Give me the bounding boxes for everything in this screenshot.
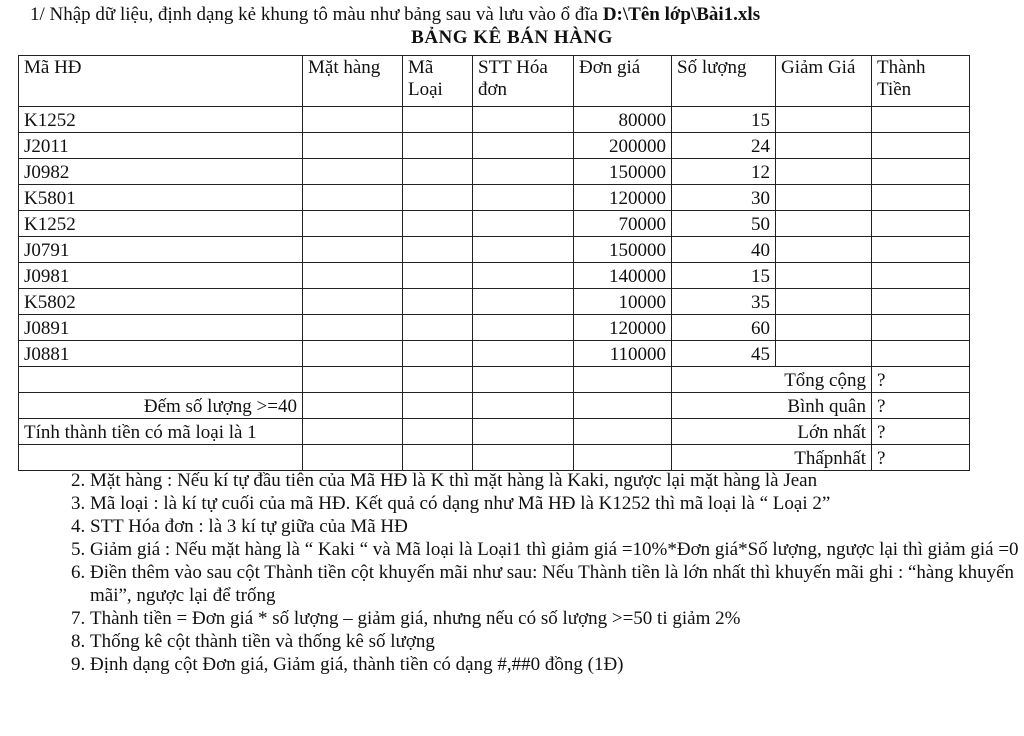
count-label: Đếm số lượng >=40	[19, 393, 303, 419]
don-gia-cell: 120000	[574, 185, 672, 211]
ma-hd-cell: J0891	[19, 315, 303, 341]
ma-hd-cell: J0982	[19, 159, 303, 185]
giam-gia-cell	[776, 237, 872, 263]
don-gia-cell: 110000	[574, 341, 672, 367]
so-luong-cell: 24	[672, 133, 776, 159]
table-row	[19, 341, 970, 367]
header-cell: STT Hóa đơn	[473, 56, 574, 107]
ma-hd-cell: K1252	[19, 107, 303, 133]
thanh-tien-cell	[872, 289, 970, 315]
mat-hang-cell	[303, 341, 403, 367]
instruction-item: 5. Giảm giá : Nếu mặt hàng là “ Kaki “ và Mã loại là Loại1 thì giảm giá =10%*Đơn giá*Số lượng, ngược lại thì giảm giá =0	[90, 538, 1024, 561]
table-row	[19, 133, 970, 159]
header-cell: Số lượng	[672, 56, 776, 107]
empty-cell	[19, 367, 303, 393]
giam-gia-cell	[776, 211, 872, 237]
summary-row-lon-nhat	[19, 419, 970, 445]
summary-row-thap-nhat	[19, 445, 970, 471]
summary-row-binh-quan	[19, 393, 970, 419]
empty-cell	[303, 367, 403, 393]
ma-hd-cell: J0981	[19, 263, 303, 289]
so-luong-cell: 15	[672, 263, 776, 289]
stt-hoa-don-cell	[473, 159, 574, 185]
stt-hoa-don-cell	[473, 107, 574, 133]
don-gia-cell: 140000	[574, 263, 672, 289]
instruction-item: 4. STT Hóa đơn : là 3 kí tự giữa của Mã HĐ	[90, 515, 1024, 538]
giam-gia-cell	[776, 315, 872, 341]
don-gia-cell: 150000	[574, 237, 672, 263]
so-luong-cell: 40	[672, 237, 776, 263]
header-cell: Mã Loại	[403, 56, 473, 107]
intro-text: 1/ Nhập dữ liệu, định dạng kẻ khung tô màu như bảng sau và lưu vào ổ đĩa	[30, 4, 603, 25]
empty-cell	[473, 445, 574, 471]
don-gia-cell: 150000	[574, 159, 672, 185]
thanh-tien-cell	[872, 107, 970, 133]
giam-gia-cell	[776, 289, 872, 315]
empty-cell	[303, 419, 403, 445]
header-cell: Thành Tiền	[872, 56, 970, 107]
summary-label: Tổng cộng	[672, 367, 872, 393]
empty-cell	[19, 445, 303, 471]
ma-hd-cell: K5802	[19, 289, 303, 315]
header-row	[19, 56, 970, 107]
ma-hd-cell: J2011	[19, 133, 303, 159]
ma-loai-cell	[403, 289, 473, 315]
don-gia-cell: 80000	[574, 107, 672, 133]
table-row	[19, 237, 970, 263]
summary-label: Lớn nhất	[672, 419, 872, 445]
giam-gia-cell	[776, 263, 872, 289]
summary-label: Thấpnhất	[672, 445, 872, 471]
mat-hang-cell	[303, 159, 403, 185]
so-luong-cell: 60	[672, 315, 776, 341]
instruction-item: 9. Định dạng cột Đơn giá, Giảm giá, thành tiền có dạng #,##0 đồng (1Đ)	[90, 653, 1024, 676]
calc-label: Tính thành tiền có mã loại là 1	[19, 419, 303, 445]
empty-cell	[574, 419, 672, 445]
table-row	[19, 289, 970, 315]
instruction-item: 2. Mặt hàng : Nếu kí tự đầu tiên của Mã HĐ là K thì mặt hàng là Kaki, ngược lại mặt hàng là Jean	[90, 469, 1024, 492]
mat-hang-cell	[303, 185, 403, 211]
empty-cell	[403, 367, 473, 393]
thanh-tien-cell	[872, 185, 970, 211]
instruction-item: 8. Thống kê cột thành tiền và thống kê số lượng	[90, 630, 1024, 653]
so-luong-cell: 35	[672, 289, 776, 315]
so-luong-cell: 12	[672, 159, 776, 185]
ma-hd-cell: J0791	[19, 237, 303, 263]
instruction-item: 3. Mã loại : là kí tự cuối của mã HĐ. Kết quả có dạng như Mã HĐ là K1252 thì mã loại là “ Loại 2”	[90, 492, 1024, 515]
ma-loai-cell	[403, 185, 473, 211]
stt-hoa-don-cell	[473, 185, 574, 211]
ma-loai-cell	[403, 211, 473, 237]
exercise-intro	[30, 4, 760, 26]
stt-hoa-don-cell	[473, 133, 574, 159]
giam-gia-cell	[776, 133, 872, 159]
ma-loai-cell	[403, 237, 473, 263]
mat-hang-cell	[303, 133, 403, 159]
table-row	[19, 107, 970, 133]
ma-hd-cell: J0881	[19, 341, 303, 367]
empty-cell	[403, 419, 473, 445]
don-gia-cell: 70000	[574, 211, 672, 237]
mat-hang-cell	[303, 263, 403, 289]
file-path: D:\Tên lớp\Bài1.xls	[602, 4, 761, 25]
don-gia-cell: 120000	[574, 315, 672, 341]
mat-hang-cell	[303, 315, 403, 341]
empty-cell	[574, 367, 672, 393]
ma-loai-cell	[403, 341, 473, 367]
table-row	[19, 159, 970, 185]
table-row	[19, 185, 970, 211]
instructions-list	[58, 469, 1024, 676]
giam-gia-cell	[776, 185, 872, 211]
ma-hd-cell: K1252	[19, 211, 303, 237]
mat-hang-cell	[303, 237, 403, 263]
ma-loai-cell	[403, 133, 473, 159]
ma-loai-cell	[403, 263, 473, 289]
summary-label: Bình quân	[672, 393, 872, 419]
so-luong-cell: 30	[672, 185, 776, 211]
giam-gia-cell	[776, 107, 872, 133]
stt-hoa-don-cell	[473, 341, 574, 367]
table-row	[19, 315, 970, 341]
ma-loai-cell	[403, 107, 473, 133]
header-cell: Giảm Giá	[776, 56, 872, 107]
empty-cell	[473, 393, 574, 419]
stt-hoa-don-cell	[473, 263, 574, 289]
giam-gia-cell	[776, 159, 872, 185]
sheet-title: BẢNG KÊ BÁN HÀNG	[411, 27, 613, 48]
summary-value: ?	[872, 367, 970, 393]
so-luong-cell: 15	[672, 107, 776, 133]
empty-cell	[574, 393, 672, 419]
thanh-tien-cell	[872, 237, 970, 263]
thanh-tien-cell	[872, 315, 970, 341]
so-luong-cell: 50	[672, 211, 776, 237]
instruction-item: 7. Thành tiền = Đơn giá * số lượng – giảm giá, nhưng nếu có số lượng >=50 ti giảm 2%	[90, 607, 1024, 630]
giam-gia-cell	[776, 341, 872, 367]
instruction-item: 6. Điền thêm vào sau cột Thành tiền cột khuyến mãi như sau: Nếu Thành tiền là lớn nhất thì khuyến mãi ghi : “hàng khuyến mãi”, ngược lại để trống	[90, 561, 1024, 607]
thanh-tien-cell	[872, 341, 970, 367]
ma-loai-cell	[403, 315, 473, 341]
sales-table	[18, 55, 970, 471]
thanh-tien-cell	[872, 263, 970, 289]
thanh-tien-cell	[872, 159, 970, 185]
stt-hoa-don-cell	[473, 211, 574, 237]
empty-cell	[473, 419, 574, 445]
table-row	[19, 263, 970, 289]
thanh-tien-cell	[872, 133, 970, 159]
summary-value: ?	[872, 393, 970, 419]
ma-loai-cell	[403, 159, 473, 185]
empty-cell	[574, 445, 672, 471]
empty-cell	[403, 445, 473, 471]
header-cell: Mặt hàng	[303, 56, 403, 107]
empty-cell	[403, 393, 473, 419]
table-row	[19, 211, 970, 237]
stt-hoa-don-cell	[473, 315, 574, 341]
header-cell: Đơn giá	[574, 56, 672, 107]
summary-row-tong-cong	[19, 367, 970, 393]
summary-value: ?	[872, 419, 970, 445]
mat-hang-cell	[303, 289, 403, 315]
don-gia-cell: 200000	[574, 133, 672, 159]
so-luong-cell: 45	[672, 341, 776, 367]
mat-hang-cell	[303, 211, 403, 237]
summary-value: ?	[872, 445, 970, 471]
stt-hoa-don-cell	[473, 289, 574, 315]
empty-cell	[303, 393, 403, 419]
stt-hoa-don-cell	[473, 237, 574, 263]
don-gia-cell: 10000	[574, 289, 672, 315]
ma-hd-cell: K5801	[19, 185, 303, 211]
empty-cell	[303, 445, 403, 471]
mat-hang-cell	[303, 107, 403, 133]
header-cell: Mã HĐ	[19, 56, 303, 107]
thanh-tien-cell	[872, 211, 970, 237]
empty-cell	[473, 367, 574, 393]
